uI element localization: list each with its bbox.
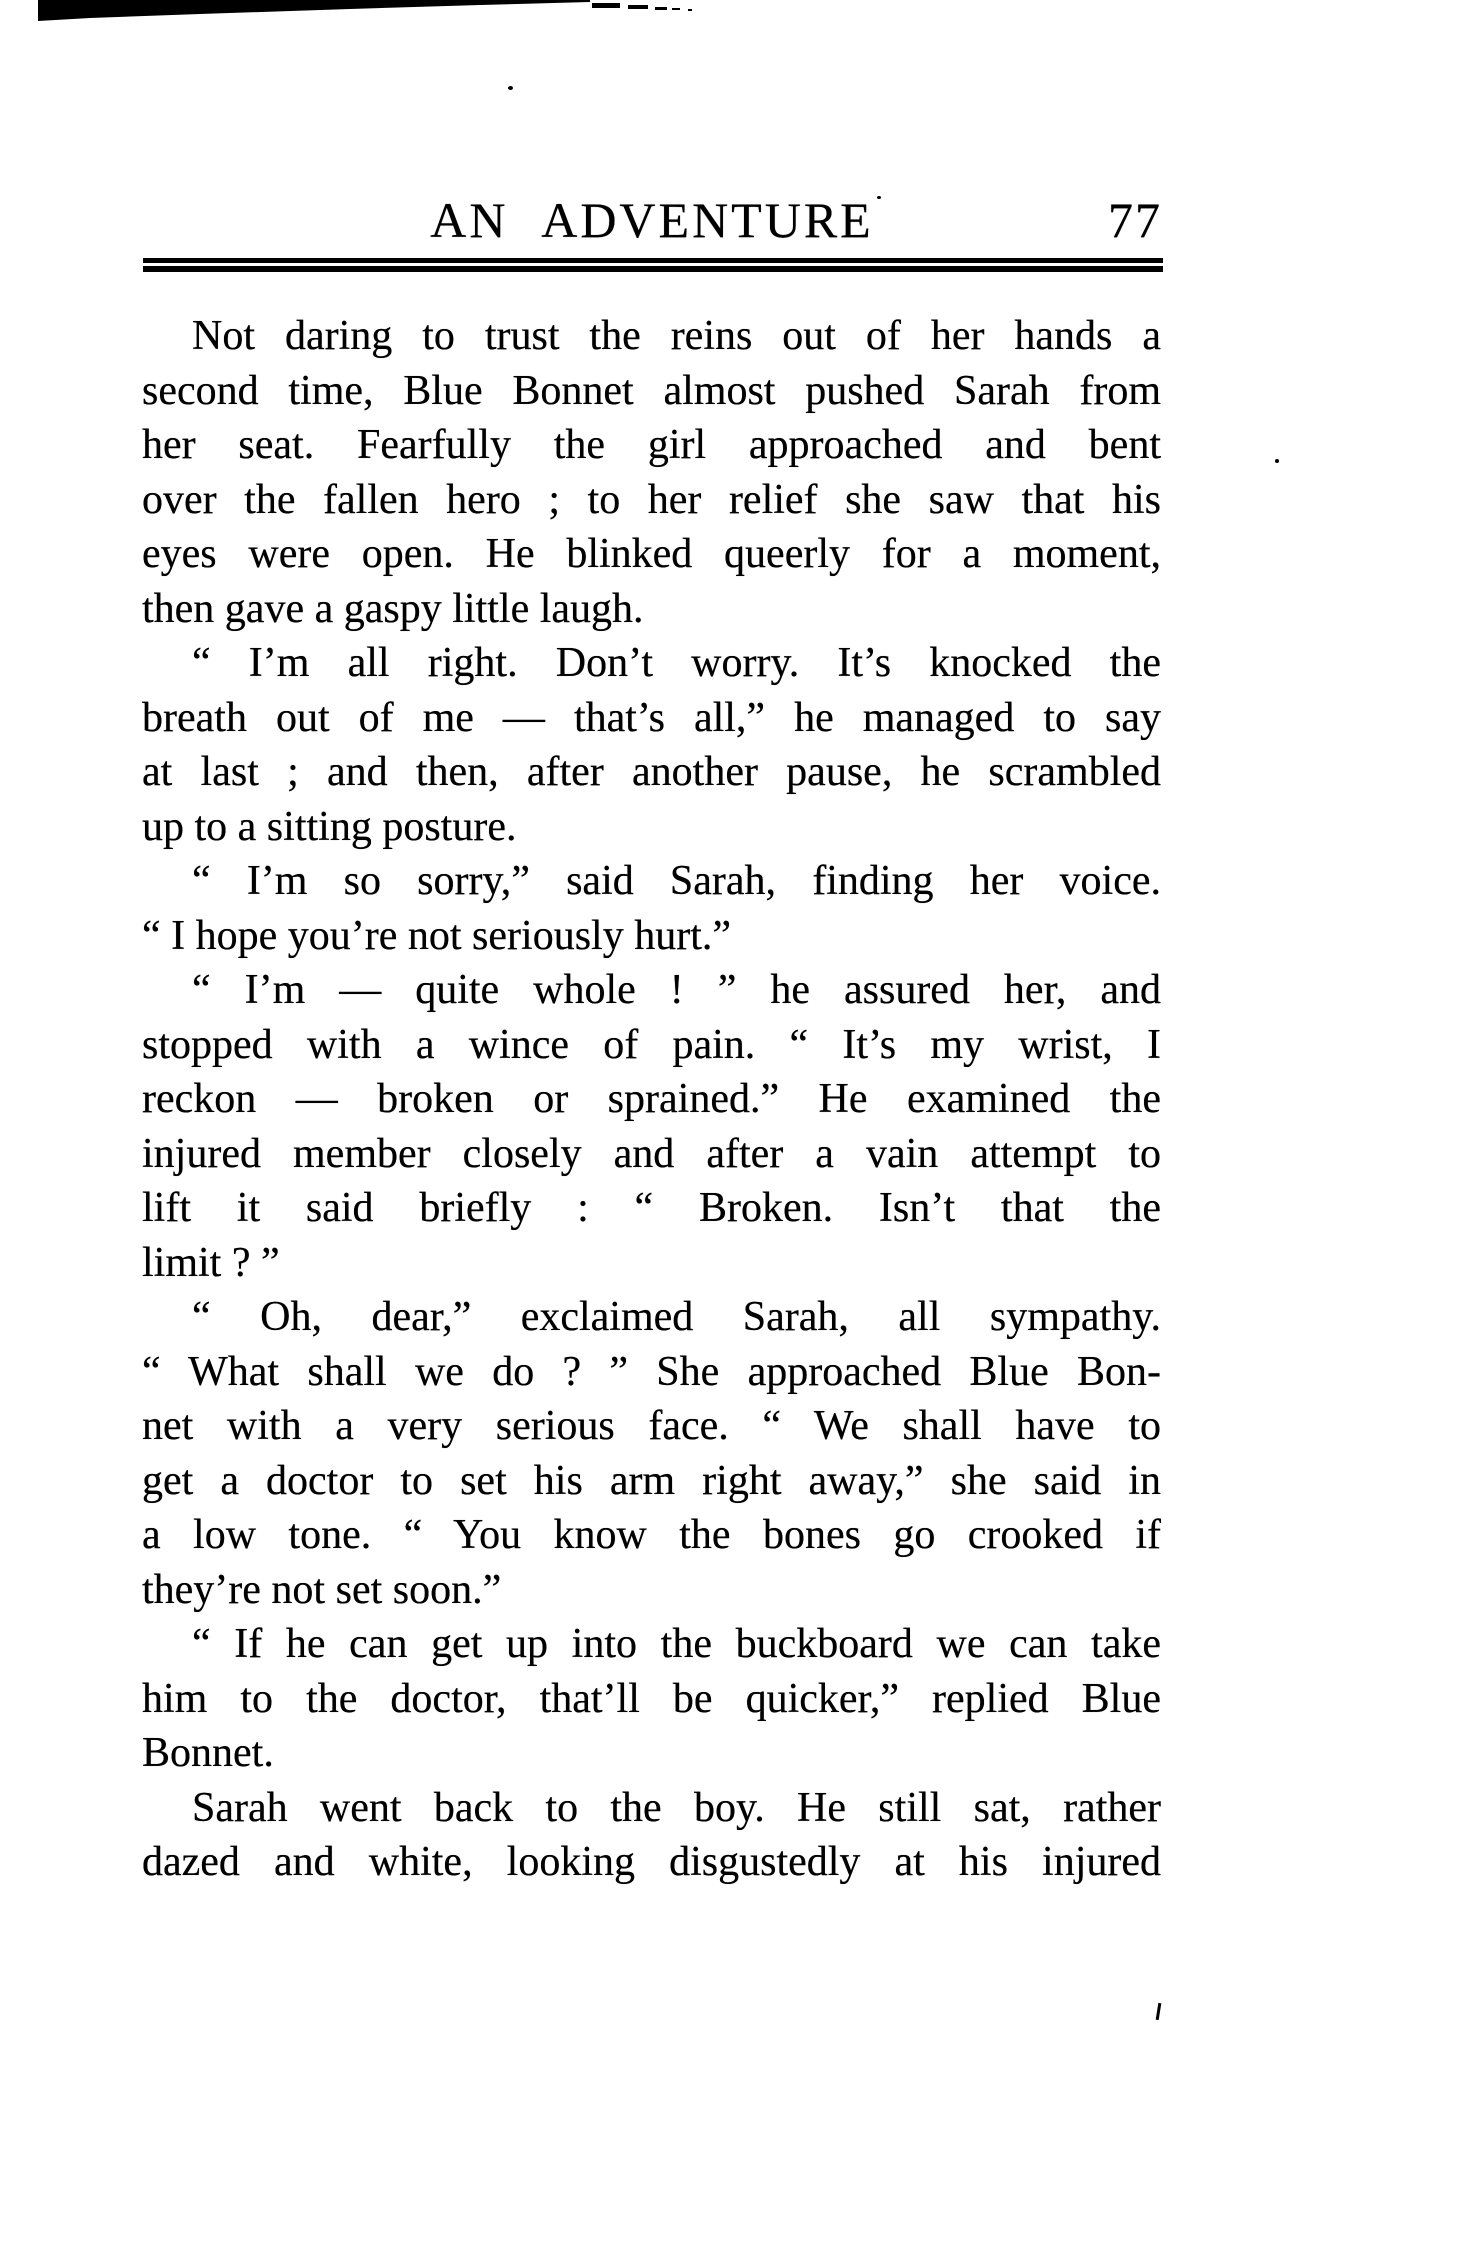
page-number: 77 xyxy=(1108,192,1162,248)
scan-smudge-artifact xyxy=(0,0,700,24)
text-line: up to a sitting posture. xyxy=(142,803,517,850)
text-line: him to the doctor, that’ll be quicker,” replied Blue xyxy=(142,1675,1161,1722)
text-line: breath out of me — that’s all,” he managed to say xyxy=(142,694,1161,741)
text-line: injured member closely and after a vain attempt to xyxy=(142,1130,1161,1177)
text-line: limit ? ” xyxy=(142,1239,280,1286)
text-line: Not daring to trust the reins out of her hands a xyxy=(192,313,1161,359)
text-line: her seat. Fearfully the girl approached and bent xyxy=(142,422,1161,468)
text-line: Sarah went back to the boy. He still sat, rather xyxy=(192,1784,1161,1831)
rule-line-bottom xyxy=(143,266,1163,272)
scan-stray-mark xyxy=(1156,2003,1162,2020)
running-head xyxy=(142,194,1162,254)
text-line: they’re not set soon.” xyxy=(142,1566,502,1613)
paragraph xyxy=(142,1617,1161,1781)
paragraph xyxy=(142,963,1161,1290)
text-line: “ If he can get up into the buckboard we can take xyxy=(192,1621,1161,1667)
text-line: “ I’m so sorry,” said Sarah, finding her voice. xyxy=(192,858,1161,904)
text-line: lift it said briefly : “ Broken. Isn’t that the xyxy=(142,1185,1161,1231)
text-line: then gave a gaspy little laugh. xyxy=(142,585,644,632)
text-line: “ Oh, dear,” exclaimed Sarah, all sympathy. xyxy=(192,1294,1161,1340)
text-line: “ I hope you’re not seriously hurt.” xyxy=(142,912,732,959)
scan-speck xyxy=(508,86,513,90)
text-line: “ I’m all right. Don’t worry. It’s knocked the xyxy=(192,640,1161,686)
text-line: at last ; and then, after another pause, he scrambled xyxy=(142,749,1161,795)
text-line: Bonnet. xyxy=(142,1730,274,1776)
text-line: a low tone. “ You know the bones go crooked if xyxy=(142,1512,1161,1558)
text-line: second time, Blue Bonnet almost pushed Sarah from xyxy=(142,367,1161,414)
text-line: reckon — broken or sprained.” He examined the xyxy=(142,1076,1161,1122)
paragraph xyxy=(142,854,1161,963)
text-line: dazed and white, looking disgustedly at his injured xyxy=(142,1839,1161,1885)
rule-line-top xyxy=(143,258,1163,263)
chapter-title: AN ADVENTURE xyxy=(430,192,874,248)
header-double-rule xyxy=(143,258,1163,272)
paragraph xyxy=(142,309,1161,636)
page-text xyxy=(142,309,1161,1890)
text-line: “ I’m — quite whole ! ” he assured her, and xyxy=(192,967,1161,1013)
text-line: over the fallen hero ; to her relief she saw that his xyxy=(142,476,1161,523)
text-line: stopped with a wince of pain. “ It’s my wrist, I xyxy=(142,1021,1161,1068)
scan-speck xyxy=(1275,459,1279,463)
text-line: “ What shall we do ? ” She approached Blue Bon- xyxy=(142,1348,1161,1395)
text-line: net with a very serious face. “ We shall have to xyxy=(142,1403,1161,1449)
text-line: get a doctor to set his arm right away,” she said in xyxy=(142,1457,1161,1504)
paragraph xyxy=(142,636,1161,854)
paragraph xyxy=(142,1290,1161,1617)
text-line: eyes were open. He blinked queerly for a moment, xyxy=(142,531,1161,577)
paragraph xyxy=(142,1781,1161,1890)
